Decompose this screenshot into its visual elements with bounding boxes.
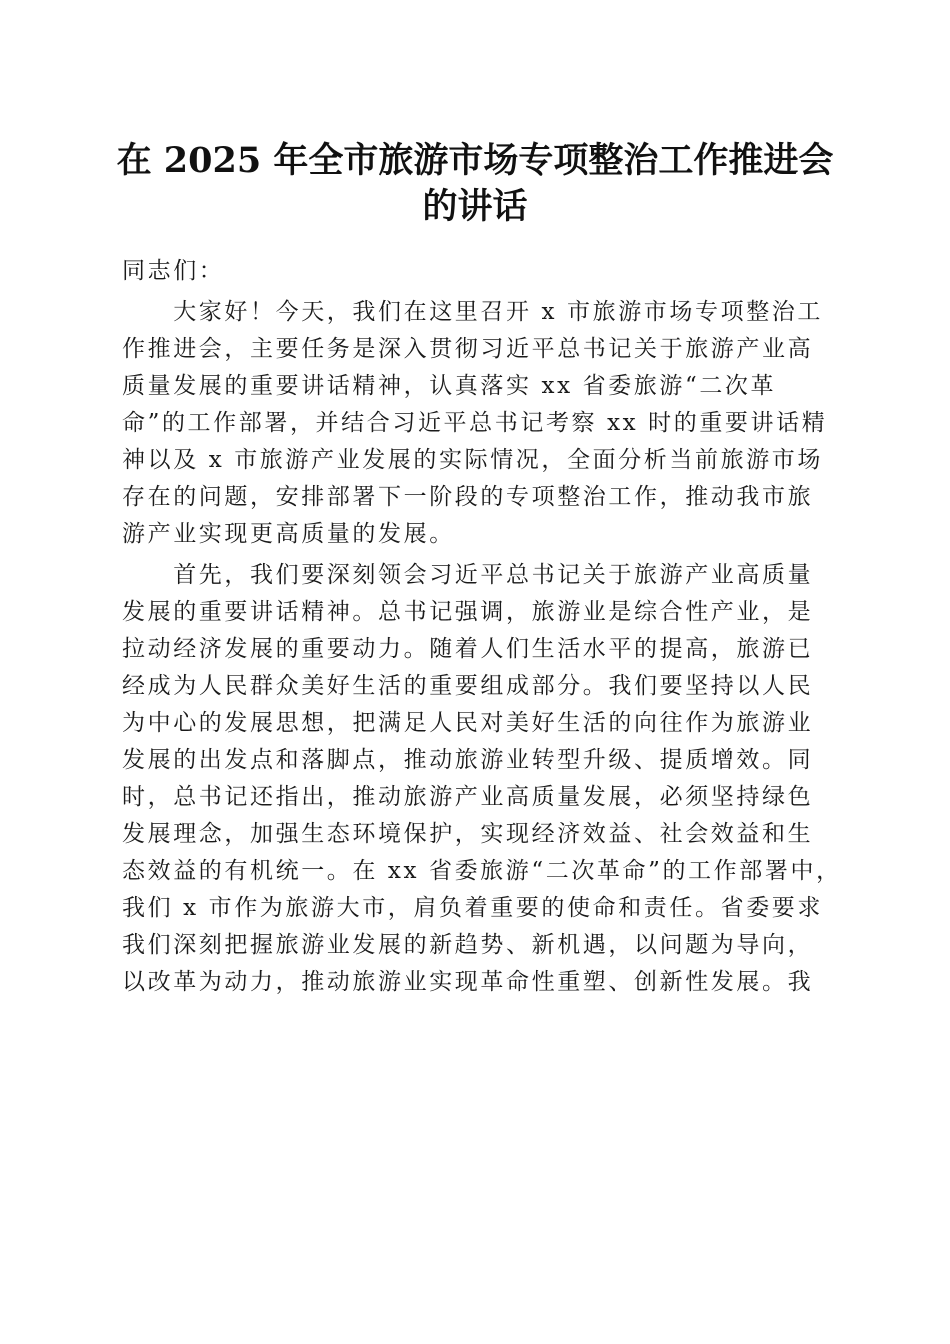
salutation: 同志们： — [122, 258, 225, 284]
paragraph-line: 存在的问题，安排部署下一阶段的专项整治工作，推动我市旅 — [122, 484, 814, 510]
paragraph-line: 发展理念，加强生态环境保护，实现经济效益、社会效益和生 — [122, 821, 814, 847]
paragraph-line: 作推进会，主要任务是深入贯彻习近平总书记关于旅游产业高 — [122, 336, 814, 362]
paragraph-line: 命”的工作部署，并结合习近平总书记考察 xx 时的重要讲话精 — [122, 410, 828, 436]
paragraph-line: 以改革为动力，推动旅游业实现革命性重塑、创新性发展。我 — [122, 969, 814, 995]
paragraph-line: 神以及 x 市旅游产业发展的实际情况，全面分析当前旅游市场 — [122, 447, 823, 473]
document-title — [100, 138, 850, 230]
paragraph-line: 态效益的有机统一。在 xx 省委旅游“二次革命”的工作部署中， — [122, 858, 842, 884]
paragraph-line: 拉动经济发展的重要动力。随着人们生活水平的提高，旅游已 — [122, 636, 814, 662]
paragraph-2 — [122, 557, 842, 1001]
paragraph-line: 质量发展的重要讲话精神，认真落实 xx 省委旅游“二次革 — [122, 373, 777, 399]
paragraph-line: 游产业实现更高质量的发展。 — [122, 521, 455, 547]
paragraph-line: 我们 x 市作为旅游大市，肩负着重要的使命和责任。省委要求 — [122, 895, 823, 921]
paragraph-line: 发展的出发点和落脚点，推动旅游业转型升级、提质增效。同 — [122, 747, 814, 773]
paragraph-line: 经成为人民群众美好生活的重要组成部分。我们要坚持以人民 — [122, 673, 814, 699]
paragraph-line: 时，总书记还指出，推动旅游产业高质量发展，必须坚持绿色 — [122, 784, 814, 810]
paragraph-line: 首先，我们要深刻领会习近平总书记关于旅游产业高质量 — [122, 562, 814, 588]
title-line-1: 在 2025 年全市旅游市场专项整治工作推进会 — [116, 140, 834, 181]
paragraph-line: 发展的重要讲话精神。总书记强调，旅游业是综合性产业，是 — [122, 599, 814, 625]
paragraph-line: 大家好！今天，我们在这里召开 x 市旅游市场专项整治工 — [122, 299, 823, 325]
title-line-2: 的讲话 — [422, 186, 528, 227]
document-body — [122, 253, 842, 1001]
paragraph-1 — [122, 294, 828, 553]
paragraph-line: 为中心的发展思想，把满足人民对美好生活的向往作为旅游业 — [122, 710, 814, 736]
paragraph-line: 我们深刻把握旅游业发展的新趋势、新机遇，以问题为导向， — [122, 932, 814, 958]
